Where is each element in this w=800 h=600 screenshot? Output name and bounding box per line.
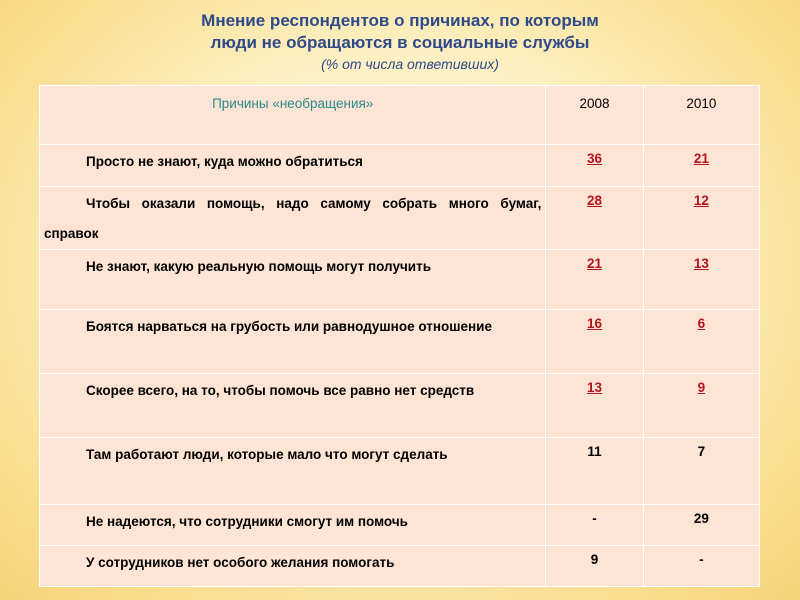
table-row (40, 374, 760, 438)
reason-cell: Не надеются, что сотрудники смогут им помочь (40, 505, 546, 546)
reason-cell: Не знают, какую реальную помощь могут получить (40, 250, 546, 310)
table-row (40, 310, 760, 374)
value-2010-cell: 12 (643, 187, 759, 250)
reason-cell: Просто не знают, куда можно обратиться (40, 145, 546, 187)
title-line-2: люди не обращаются в социальные службы (210, 33, 590, 52)
title-line-1: Мнение респондентов о причинах, по которым (201, 11, 599, 30)
table-row (40, 546, 760, 587)
value-2008-cell: - (546, 505, 643, 546)
slide-subtitle: (% от числа ответивших) (321, 56, 499, 72)
table-row (40, 145, 760, 187)
value-2008-cell: 28 (546, 187, 643, 250)
value-2010-cell: - (643, 546, 759, 587)
reason-cell: Боятся нарваться на грубость или равнодушное отношение (40, 310, 546, 374)
value-2008-cell: 16 (546, 310, 643, 374)
slide-title (0, 10, 800, 54)
value-2010-cell: 21 (643, 145, 759, 187)
reason-cell: Чтобы оказали помощь, надо самому собрать много бумаг, справок (40, 187, 546, 250)
value-2010-cell: 9 (643, 374, 759, 438)
value-2008-cell: 11 (546, 438, 643, 505)
header-reasons: Причины «необращения» (40, 86, 546, 145)
reason-cell: Там работают люди, которые мало что могут сделать (40, 438, 546, 505)
reason-cell: Скорее всего, на то, чтобы помочь все равно нет средств (40, 374, 546, 438)
reason-cell: У сотрудников нет особого желания помогать (40, 546, 546, 587)
header-2010: 2010 (643, 86, 759, 145)
table-row (40, 505, 760, 546)
value-2008-cell: 9 (546, 546, 643, 587)
value-2008-cell: 36 (546, 145, 643, 187)
value-2008-cell: 21 (546, 250, 643, 310)
value-2010-cell: 29 (643, 505, 759, 546)
table-row (40, 187, 760, 250)
header-2008: 2008 (546, 86, 643, 145)
table-row (40, 250, 760, 310)
value-2010-cell: 6 (643, 310, 759, 374)
reasons-table (39, 85, 760, 587)
table-row (40, 438, 760, 505)
value-2008-cell: 13 (546, 374, 643, 438)
table-header-row (40, 86, 760, 145)
value-2010-cell: 7 (643, 438, 759, 505)
value-2010-cell: 13 (643, 250, 759, 310)
